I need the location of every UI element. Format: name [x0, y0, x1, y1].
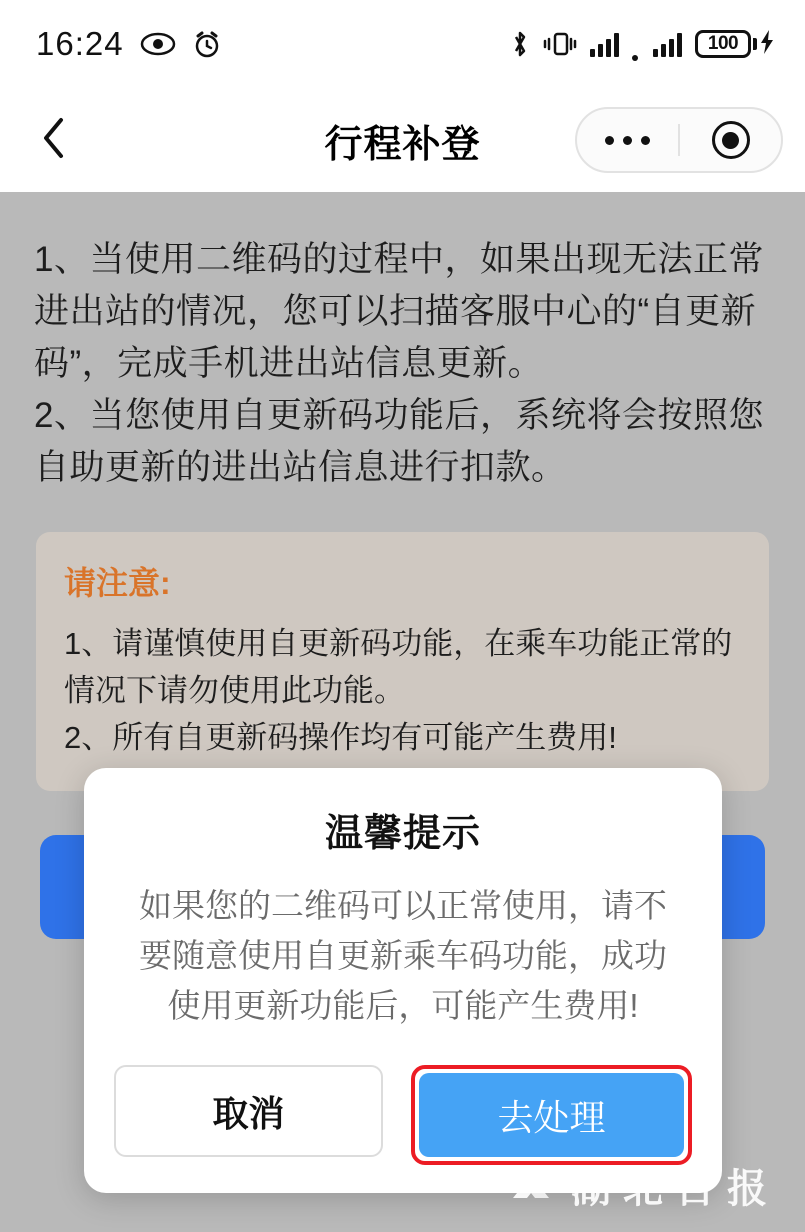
- tip-dialog: [84, 768, 722, 1193]
- eye-icon: [140, 32, 176, 56]
- signal-icon-2: [653, 31, 682, 57]
- confirm-button-highlight: [411, 1065, 692, 1165]
- mini-program-capsule: [575, 107, 783, 173]
- instruction-paragraph-2: 2、当您使用自更新码功能后，系统将会按照您自助更新的进出站信息进行扣款。: [34, 396, 764, 487]
- dialog-actions: [84, 1065, 722, 1165]
- status-bar: [0, 0, 805, 88]
- watermark-text: 湖北日报: [571, 1166, 779, 1211]
- navigation-bar: [0, 88, 805, 192]
- dialog-message: 如果您的二维码可以正常使用，请不要随意使用自更新乘车码功能，成功使用更新功能后，可能产生费用!: [139, 887, 667, 1024]
- back-button[interactable]: [30, 116, 78, 164]
- bluetooth-icon: [510, 29, 530, 59]
- signal-dot-icon: [632, 55, 638, 61]
- confirm-button[interactable]: 去处理: [419, 1073, 684, 1157]
- signal-icon: [590, 31, 619, 57]
- charging-bolt-icon: [759, 28, 775, 61]
- notice-line-2: 2、所有自更新码操作均有可能产生费用!: [64, 720, 617, 755]
- notice-box: [36, 532, 769, 791]
- status-bar-right: [510, 28, 775, 61]
- status-bar-left: [36, 25, 222, 63]
- page-title: 行程补登: [324, 123, 481, 166]
- main-content: [0, 192, 805, 1232]
- hubei-daily-logo-icon: [509, 1162, 557, 1209]
- notice-title: 请注意:: [64, 565, 171, 601]
- close-mini-program-button[interactable]: [680, 109, 781, 171]
- battery-level: 100: [695, 30, 751, 58]
- vibrate-icon: [543, 30, 577, 58]
- watermark: [509, 1157, 779, 1214]
- alarm-clock-icon: [192, 29, 222, 59]
- chevron-left-icon: [41, 116, 67, 165]
- cancel-button[interactable]: 取消: [114, 1065, 383, 1157]
- instruction-paragraph-1: 1、当使用二维码的过程中，如果出现无法正常进出站的情况，您可以扫描客服中心的“自更新码”，完成手机进出站信息更新。: [34, 240, 764, 383]
- target-circle-icon: [712, 121, 750, 159]
- battery-icon: [695, 28, 775, 61]
- notice-line-1: 1、请谨慎使用自更新码功能，在乘车功能正常的情况下请勿使用此功能。: [64, 626, 733, 708]
- more-dots-icon: [605, 136, 650, 145]
- status-time: 16:24: [36, 25, 124, 62]
- battery-tip-icon: [753, 38, 757, 50]
- more-menu-button[interactable]: [577, 109, 678, 171]
- instructions-block: [0, 192, 805, 494]
- dialog-title: 温馨提示: [324, 813, 481, 855]
